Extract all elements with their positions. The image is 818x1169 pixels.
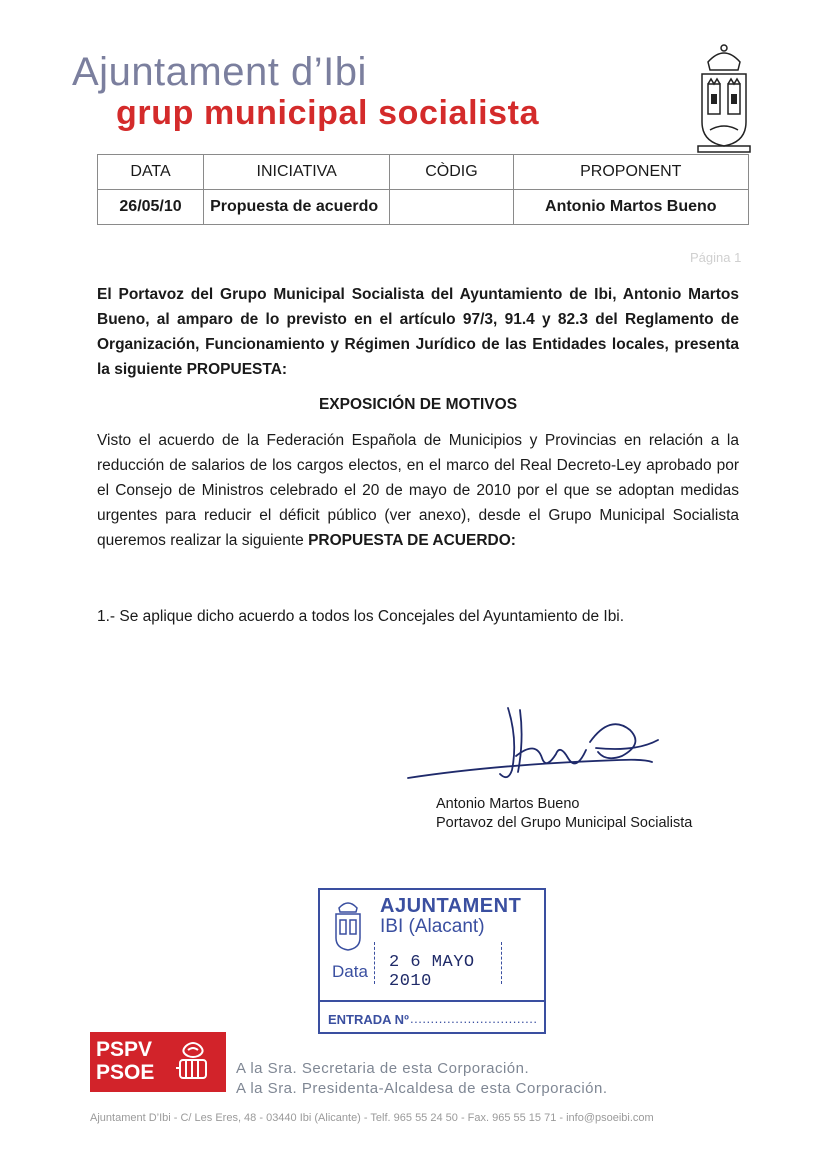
header-cell-iniciativa: INICIATIVA — [204, 155, 390, 190]
header-title: Ajuntament d’Ibi — [72, 50, 367, 94]
addressee-line: A la Sra. Secretaria de esta Corporación. — [236, 1060, 530, 1077]
stamp-entry-label: ENTRADA Nº — [328, 1012, 409, 1027]
stamp-date-box — [374, 942, 502, 991]
header-cell-codig: CÒDIG — [390, 155, 513, 190]
stamp-date: 2 6 MAYO 2010 — [389, 953, 475, 991]
stamp-divider — [320, 1000, 544, 1002]
stamp-place: IBI (Alacant) — [380, 916, 485, 937]
addressee-block — [236, 1059, 608, 1099]
party-logo-line1: PSPV — [96, 1038, 153, 1061]
intro-paragraph: El Portavoz del Grupo Municipal Socialista del Ayuntamiento de Ibi, Antonio Martos Bueno, al amparo de lo previsto en el artículo 97/3, 91.4 y 82.3 del Reglamento de Organización, Funcionamiento y Régimen Jurídico de las Entidades locales, presenta la siguiente PROPUESTA: — [97, 286, 739, 378]
header-cell-data: DATA — [98, 155, 204, 190]
signer-block — [436, 795, 692, 833]
registry-stamp — [318, 888, 546, 1034]
table-header-row — [98, 155, 749, 190]
section-heading: EXPOSICIÓN DE MOTIVOS — [318, 396, 518, 413]
signer-role: Portavoz del Grupo Municipal Socialista — [436, 815, 693, 831]
header-subtitle: grup municipal socialista — [116, 94, 540, 132]
body-paragraph — [97, 428, 739, 553]
header-cell-proponent: PROPONENT — [513, 155, 748, 190]
stamp-crest-icon — [332, 896, 364, 952]
table-value-row — [98, 190, 749, 225]
signer-name: Antonio Martos Bueno — [436, 796, 580, 812]
handwritten-signature — [400, 700, 670, 790]
stamp-date-label: Data — [332, 962, 368, 981]
addressee-line: A la Sra. Presidenta-Alcaldesa de esta Corporación. — [236, 1080, 608, 1097]
body-emphasis: PROPUESTA DE ACUERDO: — [308, 532, 516, 549]
body-text: Visto el acuerdo de la Federación Española de Municipios y Provincias en relación a la reducción de salarios de los cargos electos, en el marco del Real Decreto-Ley aprobado por el Consejo de Ministros celebrado el 20 de mayo de 2010 por el que se adoptan medidas urgentes para reducir el déficit público (ver anexo), desde el Grupo Municipal Socialista queremos realizar la siguiente — [97, 432, 739, 549]
value-cell-data: 26/05/10 — [98, 190, 204, 225]
party-logo — [90, 1032, 226, 1092]
info-table — [97, 154, 749, 225]
party-logo-line2: PSOE — [96, 1061, 155, 1084]
coat-of-arms-icon — [694, 38, 754, 154]
footer-contact: Ajuntament D’Ibi - C/ Les Eres, 48 - 03440 Ibi (Alicante) - Telf. 965 55 24 50 - Fax. 965 55 15 71 - info@psoeibi.com — [90, 1112, 654, 1124]
value-cell-proponent: Antonio Martos Bueno — [513, 190, 748, 225]
page-number-mark: Página 1 — [690, 250, 742, 265]
stamp-name: AJUNTAMENT — [380, 895, 522, 917]
stamp-entry-dots: ............................... — [410, 1011, 538, 1026]
party-logo-text — [96, 1038, 154, 1084]
rose-fist-icon — [172, 1040, 214, 1084]
proposal-item: 1.- Se aplique dicho acuerdo a todos los Concejales del Ayuntamiento de Ibi. — [97, 608, 625, 625]
value-cell-codig — [390, 190, 513, 225]
value-cell-iniciativa: Propuesta de acuerdo — [204, 190, 390, 225]
